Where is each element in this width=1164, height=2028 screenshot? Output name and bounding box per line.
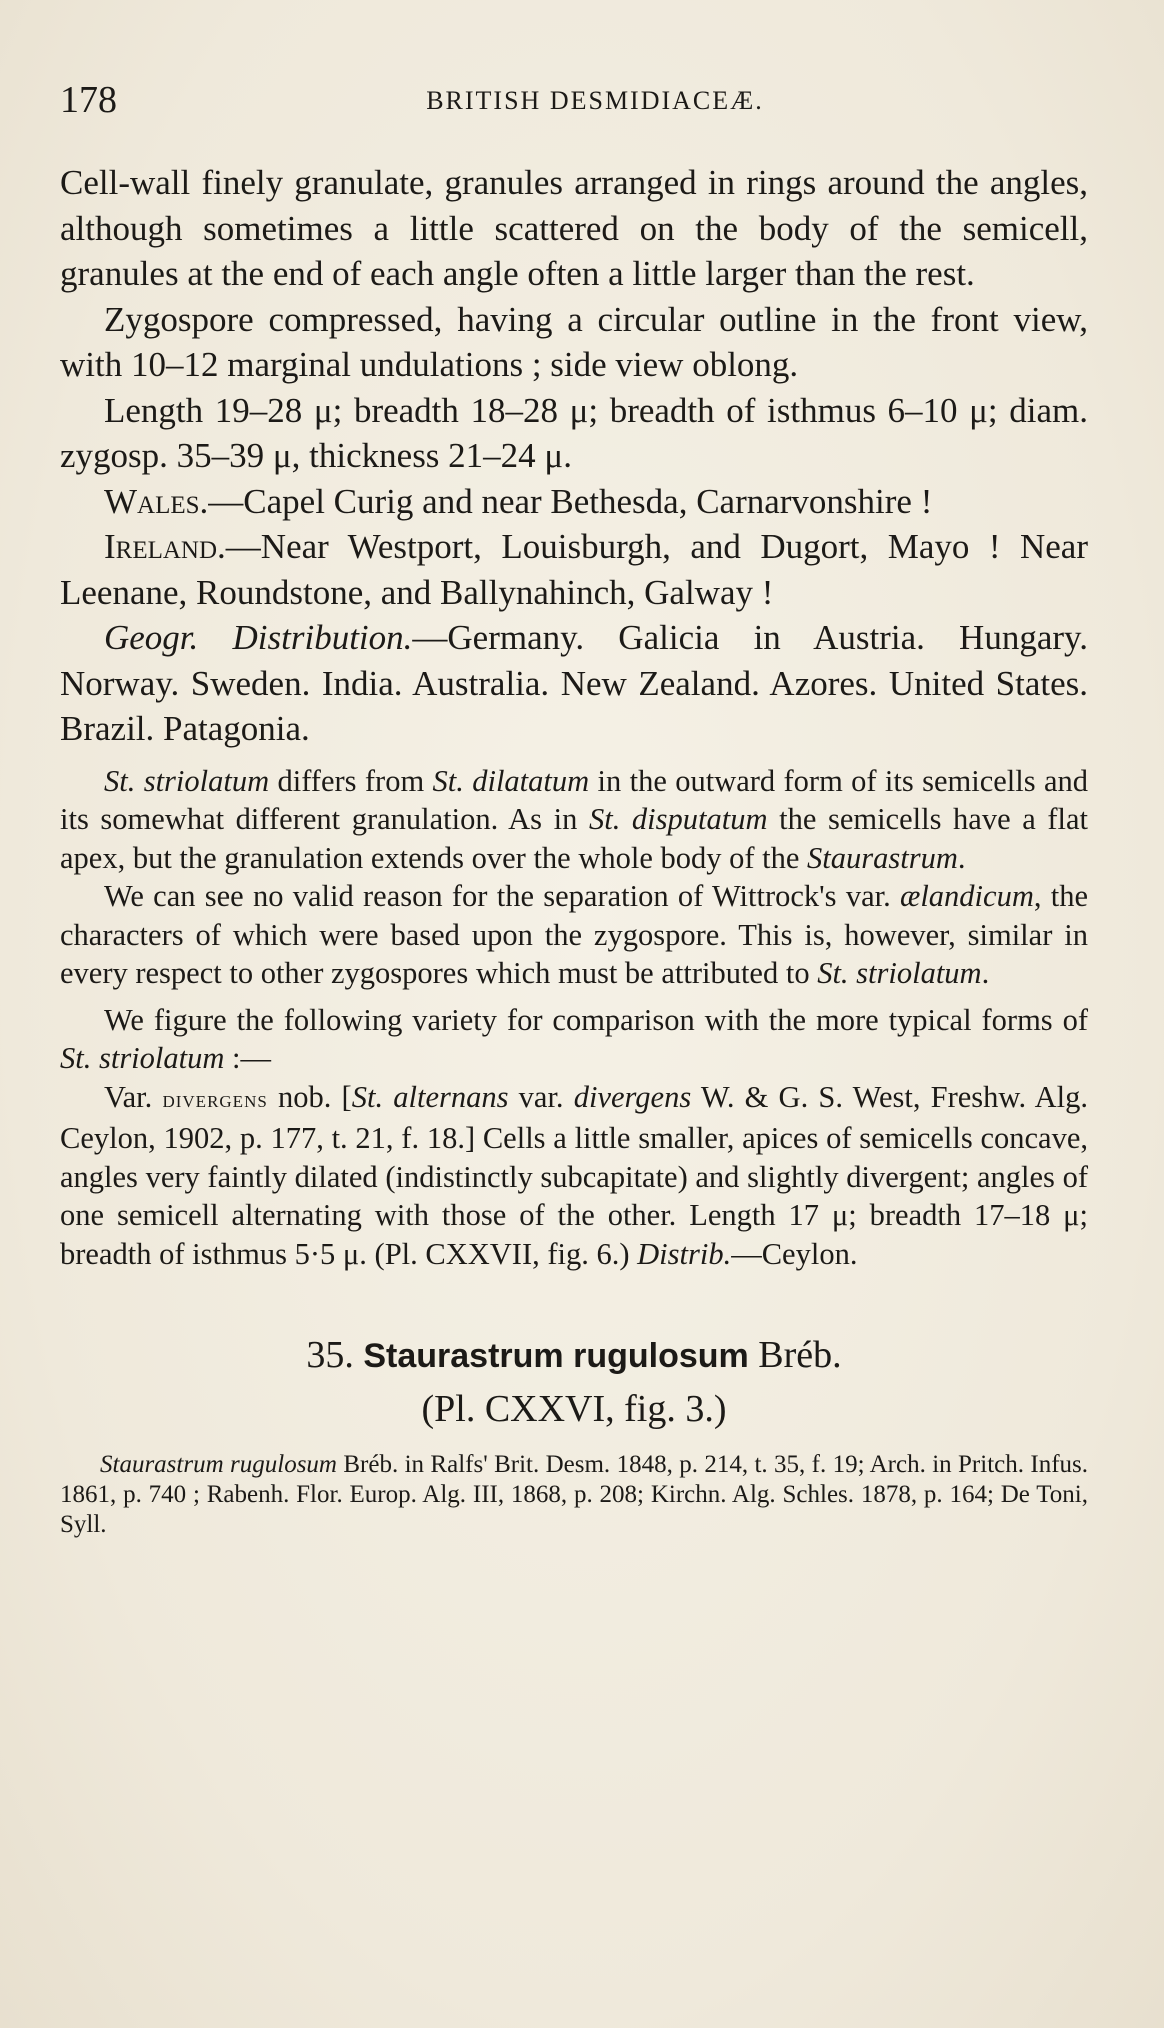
variety-name: divergens bbox=[573, 1079, 692, 1114]
species-name: Staurastrum rugulosum bbox=[100, 1451, 337, 1478]
references-block bbox=[60, 1450, 1088, 1540]
wales-text: —Capel Curig and near Bethesda, Carnarvonshire ! bbox=[208, 481, 933, 521]
plate-reference: (Pl. CXXVI, fig. 3.) bbox=[421, 1388, 727, 1430]
note-text: We figure the following variety for comparison with the more typical forms of bbox=[104, 1002, 1088, 1037]
ireland-text: —Near Westport, Louisburgh, and Dugort, Mayo ! Near Leenane, Roundstone, and Ballynahinch, Galway ! bbox=[60, 527, 1088, 612]
wales-label: Wales. bbox=[104, 481, 209, 521]
variety-name: divergens bbox=[162, 1086, 268, 1113]
species-number: 35. bbox=[306, 1334, 354, 1376]
variety-text: var. bbox=[508, 1079, 574, 1114]
note-text: the semicells have a flat apex, but the granulation extends over the whole body of the bbox=[60, 802, 1088, 875]
variety-text: —Ceylon. bbox=[731, 1236, 858, 1271]
note-paragraph-3 bbox=[60, 1001, 1088, 1078]
variety-text: W. & G. S. West, Freshw. Alg. Ceylon, 1902, p. 177, t. 21, f. 18.] Cells a little smaller, apices of semicells concave, angles very faintly dilated (indistinctly subcapitate) and slightly divergent; angles of one semicell alternating with those of the other. Length 17 μ; breadth 17–18 μ; breadth of isthmus 5·5 μ. (Pl. CXXVII, fig. 6.) bbox=[60, 1079, 1088, 1271]
variety-text: nob. [ bbox=[267, 1079, 352, 1114]
note-text: . bbox=[957, 840, 966, 875]
note-paragraph-2 bbox=[60, 877, 1088, 993]
species-author: Bréb. bbox=[758, 1334, 842, 1376]
variety-name: ælandicum bbox=[899, 879, 1034, 913]
distribution-text: —Germany. Galicia in Austria. Hungary. Norway. Sweden. India. Australia. New Zealand. Azores. United States. Brazil. Patagonia. bbox=[60, 618, 1088, 748]
note-paragraph-1 bbox=[60, 762, 1088, 878]
ireland-paragraph bbox=[60, 524, 1088, 615]
variety-paragraph bbox=[60, 1078, 1088, 1274]
species-name: St. striolatum bbox=[104, 763, 270, 798]
note-text: . bbox=[981, 956, 990, 990]
species-name: St. alternans bbox=[351, 1079, 509, 1114]
distribution-paragraph bbox=[60, 615, 1088, 752]
ireland-label: Ireland. bbox=[104, 527, 226, 566]
page-number: 178 bbox=[60, 79, 117, 121]
note-text: :— bbox=[224, 1041, 271, 1075]
references-paragraph bbox=[60, 1450, 1088, 1540]
note-text: We can see no valid reason for the separation of Wittrock's var. bbox=[104, 879, 900, 913]
page-body bbox=[60, 160, 1088, 1540]
species-name: St. dilatatum bbox=[432, 763, 590, 798]
variety-text: Var. bbox=[104, 1079, 163, 1114]
species-name: St. striolatum bbox=[817, 956, 982, 990]
species-name: St. disputatum bbox=[588, 802, 768, 836]
wales-paragraph bbox=[60, 479, 1088, 525]
species-name: Staurastrum rugulosum bbox=[363, 1337, 749, 1375]
page-header bbox=[60, 78, 1090, 128]
note-text: in the outward form of its semicells and its somewhat different granulation. As in bbox=[60, 763, 1088, 836]
note-text: differs from bbox=[269, 763, 433, 798]
species-name: St. striolatum bbox=[60, 1041, 225, 1075]
note-text: , the characters of which were based upon the zygospore. This is, however, similar in every respect to other zygospores which must be attributed to bbox=[60, 879, 1089, 990]
references-text: Bréb. in Ralfs' Brit. Desm. 1848, p. 214, t. 35, f. 19; Arch. in Pritch. Infus. 1861, p. 740 ; Rabenh. Flor. Europ. Alg. III, 1868, p. 208; Kirchn. Alg. Schles. 1878, p. 164; De Toni, Syll. bbox=[60, 1451, 1089, 1538]
genus-name: Staurastrum bbox=[807, 840, 958, 875]
distribution-label: Geogr. Distribution. bbox=[104, 618, 413, 657]
distribution-label: Distrib. bbox=[637, 1236, 732, 1271]
notes-block bbox=[60, 762, 1088, 1274]
description-block bbox=[60, 160, 1088, 752]
zygospore-paragraph: Zygospore compressed, having a circular outline in the front view, with 10–12 marginal undulations ; side view oblong. bbox=[60, 299, 1088, 384]
dimensions-paragraph: Length 19–28 μ; breadth 18–28 μ; breadth of isthmus 6–10 μ; diam. zygosp. 35–39 μ, thickness 21–24 μ. bbox=[60, 390, 1088, 475]
species-heading bbox=[60, 1329, 1088, 1382]
running-title: BRITISH DESMIDIACEÆ. bbox=[426, 86, 764, 115]
cell-wall-paragraph: Cell-wall finely granulate, granules arranged in rings around the angles, although sometimes a little scattered on the body of the semicell, granules at the end of each angle often a little larger than the rest. bbox=[60, 163, 1088, 293]
